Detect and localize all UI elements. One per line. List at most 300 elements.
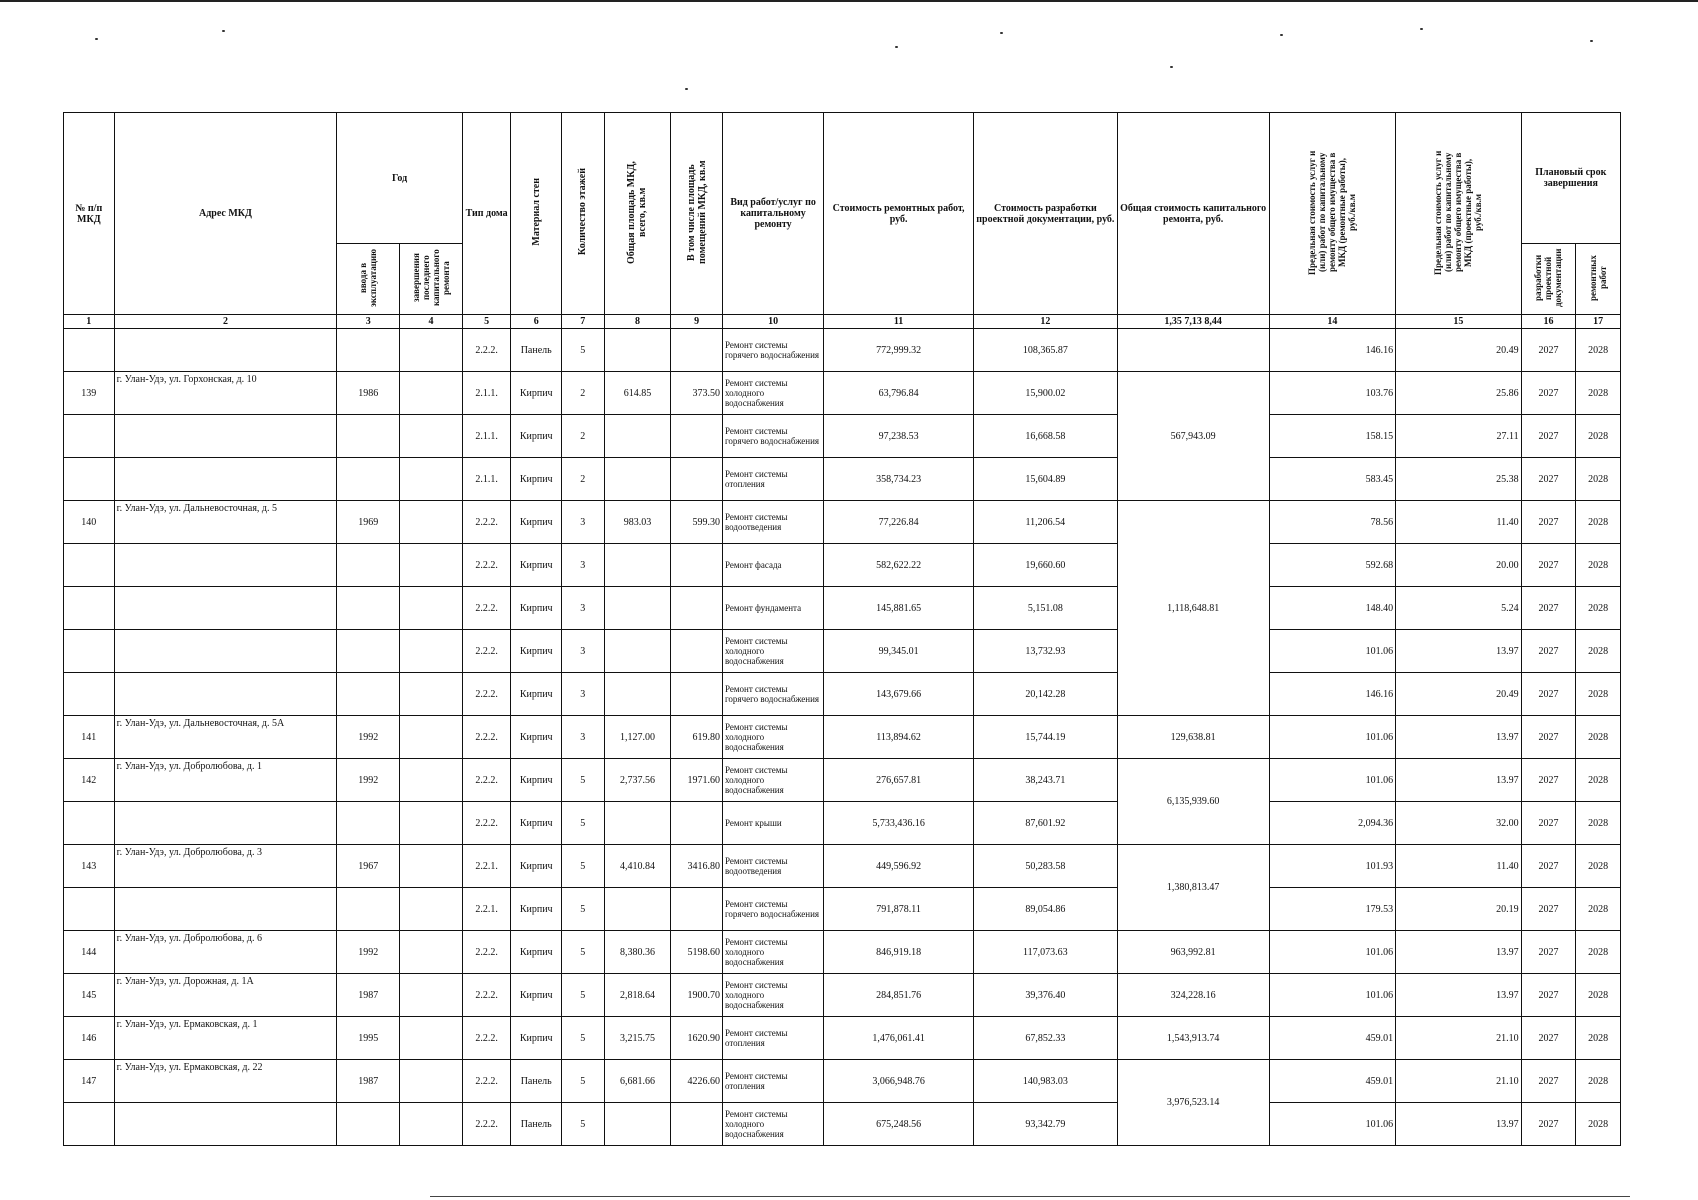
row-year-commission	[337, 802, 400, 845]
row-floors: 5	[562, 888, 605, 931]
row-house-type: 2.2.2.	[462, 759, 511, 802]
row-total-area	[604, 888, 671, 931]
row-house-type: 2.1.1.	[462, 415, 511, 458]
header-premises-area	[671, 113, 723, 315]
row-plan-design: 2027	[1521, 630, 1576, 673]
row-premises-area: 4226.60	[671, 1060, 723, 1103]
row-plan-repair: 2028	[1576, 931, 1621, 974]
row-house-type: 2.2.2.	[462, 544, 511, 587]
row-limit-repair: 146.16	[1269, 329, 1396, 372]
row-year-last-repair	[400, 587, 463, 630]
row-limit-repair: 2,094.36	[1269, 802, 1396, 845]
row-limit-design: 21.10	[1396, 1060, 1522, 1103]
row-floors: 3	[562, 716, 605, 759]
row-plan-design: 2027	[1521, 974, 1576, 1017]
row-premises-area: 5198.60	[671, 931, 723, 974]
row-total-area	[604, 587, 671, 630]
row-work-type: Ремонт системы отопления	[722, 458, 823, 501]
row-year-commission: 1992	[337, 931, 400, 974]
row-floors: 5	[562, 845, 605, 888]
row-year-last-repair	[400, 544, 463, 587]
row-repair-cost: 143,679.66	[824, 673, 974, 716]
row-work-type: Ремонт крыши	[722, 802, 823, 845]
table-row	[64, 329, 1621, 372]
row-plan-design: 2027	[1521, 716, 1576, 759]
header-limit-repair	[1269, 113, 1396, 315]
row-repair-cost: 791,878.11	[824, 888, 974, 931]
table-row	[64, 974, 1621, 1017]
row-year-last-repair	[400, 931, 463, 974]
row-total-cost: 1,380,813.47	[1117, 845, 1269, 931]
row-wall-material: Кирпич	[511, 372, 562, 415]
scan-speck	[1280, 34, 1283, 36]
header-repair-cost: Стоимость ремонтных работ, руб.	[824, 113, 974, 315]
table-row	[64, 673, 1621, 716]
header-plan-design-text: разработки проектной документации	[1533, 248, 1564, 307]
row-premises-area	[671, 802, 723, 845]
row-work-type: Ремонт фасада	[722, 544, 823, 587]
row-year-commission	[337, 415, 400, 458]
row-number: 139	[64, 372, 115, 415]
row-design-cost: 11,206.54	[974, 501, 1118, 544]
row-limit-design: 5.24	[1396, 587, 1522, 630]
header-total-cost: Общая стоимость капитального ремонта, руб.	[1117, 113, 1269, 315]
scan-speck	[895, 46, 898, 48]
row-limit-repair: 101.93	[1269, 845, 1396, 888]
row-plan-design: 2027	[1521, 931, 1576, 974]
row-limit-repair: 101.06	[1269, 759, 1396, 802]
row-wall-material: Кирпич	[511, 673, 562, 716]
row-floors: 5	[562, 802, 605, 845]
row-address	[114, 630, 337, 673]
row-number	[64, 802, 115, 845]
row-repair-cost: 97,238.53	[824, 415, 974, 458]
row-wall-material: Кирпич	[511, 587, 562, 630]
row-number	[64, 415, 115, 458]
row-house-type: 2.2.2.	[462, 630, 511, 673]
row-plan-repair: 2028	[1576, 587, 1621, 630]
row-year-commission	[337, 544, 400, 587]
row-repair-cost: 63,796.84	[824, 372, 974, 415]
row-repair-cost: 145,881.65	[824, 587, 974, 630]
row-year-last-repair	[400, 1017, 463, 1060]
row-number	[64, 587, 115, 630]
row-house-type: 2.2.2.	[462, 716, 511, 759]
row-premises-area	[671, 458, 723, 501]
row-wall-material: Кирпич	[511, 630, 562, 673]
row-year-last-repair	[400, 673, 463, 716]
row-plan-repair: 2028	[1576, 716, 1621, 759]
row-premises-area	[671, 544, 723, 587]
row-plan-repair: 2028	[1576, 888, 1621, 931]
row-repair-cost: 675,248.56	[824, 1103, 974, 1146]
row-premises-area: 619.80	[671, 716, 723, 759]
row-house-type: 2.2.2.	[462, 931, 511, 974]
row-year-commission: 1986	[337, 372, 400, 415]
scan-speck	[1420, 28, 1423, 30]
row-wall-material: Кирпич	[511, 415, 562, 458]
header-year: Год	[337, 113, 463, 244]
column-number: 8	[604, 315, 671, 329]
row-work-type: Ремонт системы холодного водоснабжения	[722, 759, 823, 802]
row-repair-cost: 1,476,061.41	[824, 1017, 974, 1060]
row-work-type: Ремонт системы холодного водоснабжения	[722, 1103, 823, 1146]
row-limit-design: 13.97	[1396, 974, 1522, 1017]
row-address: г. Улан-Удэ, ул. Дальневосточная, д. 5	[114, 501, 337, 544]
row-total-area: 6,681.66	[604, 1060, 671, 1103]
row-address: г. Улан-Удэ, ул. Ермаковская, д. 22	[114, 1060, 337, 1103]
row-floors: 2	[562, 458, 605, 501]
row-year-commission: 1987	[337, 974, 400, 1017]
row-design-cost: 16,668.58	[974, 415, 1118, 458]
row-plan-repair: 2028	[1576, 415, 1621, 458]
row-repair-cost: 3,066,948.76	[824, 1060, 974, 1103]
row-limit-repair: 148.40	[1269, 587, 1396, 630]
row-plan-repair: 2028	[1576, 1060, 1621, 1103]
header-limit-design	[1396, 113, 1522, 315]
row-address: г. Улан-Удэ, ул. Добролюбова, д. 1	[114, 759, 337, 802]
row-limit-design: 20.49	[1396, 673, 1522, 716]
table-row	[64, 802, 1621, 845]
row-number	[64, 544, 115, 587]
row-year-last-repair	[400, 1060, 463, 1103]
row-work-type: Ремонт системы горячего водоснабжения	[722, 888, 823, 931]
row-plan-repair: 2028	[1576, 974, 1621, 1017]
row-total-area: 3,215.75	[604, 1017, 671, 1060]
row-work-type: Ремонт системы холодного водоснабжения	[722, 931, 823, 974]
header-premises-area-text: В том числе площадь помещений МКД, кв.м	[685, 160, 708, 264]
row-plan-repair: 2028	[1576, 673, 1621, 716]
row-premises-area	[671, 1103, 723, 1146]
row-repair-cost: 772,999.32	[824, 329, 974, 372]
header-year-last-repair-text: завершения последнего капитального ремонта	[410, 249, 451, 306]
header-limit-design-text: Предельная стоимость услуг и (или) работ по капитальному ремонту общего имущества в МКД (проектные работы), руб./кв.м	[1433, 149, 1484, 275]
bottom-border-line	[430, 1196, 1630, 1197]
row-number: 146	[64, 1017, 115, 1060]
row-work-type: Ремонт фундамента	[722, 587, 823, 630]
row-total-cost: 963,992.81	[1117, 931, 1269, 974]
row-premises-area	[671, 888, 723, 931]
row-design-cost: 38,243.71	[974, 759, 1118, 802]
row-work-type: Ремонт системы горячего водоснабжения	[722, 329, 823, 372]
row-limit-repair: 459.01	[1269, 1017, 1396, 1060]
row-total-area	[604, 329, 671, 372]
row-limit-design: 13.97	[1396, 759, 1522, 802]
table-row	[64, 845, 1621, 888]
row-total-area	[604, 458, 671, 501]
row-design-cost: 13,732.93	[974, 630, 1118, 673]
row-floors: 5	[562, 329, 605, 372]
row-limit-design: 20.19	[1396, 888, 1522, 931]
header-wall-material-text: Материал стен	[530, 178, 542, 246]
row-floors: 3	[562, 673, 605, 716]
row-work-type: Ремонт системы холодного водоснабжения	[722, 372, 823, 415]
row-limit-design: 13.97	[1396, 716, 1522, 759]
column-number: 15	[1396, 315, 1522, 329]
header-plan-repair-text: ремонтных работ	[1588, 254, 1609, 301]
row-limit-design: 20.49	[1396, 329, 1522, 372]
row-house-type: 2.2.2.	[462, 1017, 511, 1060]
row-total-area: 614.85	[604, 372, 671, 415]
row-repair-cost: 582,622.22	[824, 544, 974, 587]
row-total-cost: 567,943.09	[1117, 372, 1269, 501]
row-design-cost: 93,342.79	[974, 1103, 1118, 1146]
row-plan-design: 2027	[1521, 1103, 1576, 1146]
row-wall-material: Кирпич	[511, 458, 562, 501]
table-row	[64, 544, 1621, 587]
row-limit-design: 27.11	[1396, 415, 1522, 458]
row-house-type: 2.1.1.	[462, 458, 511, 501]
row-number: 144	[64, 931, 115, 974]
row-total-cost: 1,543,913.74	[1117, 1017, 1269, 1060]
row-floors: 3	[562, 587, 605, 630]
table-body	[64, 329, 1621, 1146]
row-work-type: Ремонт системы холодного водоснабжения	[722, 974, 823, 1017]
column-number-row	[64, 315, 1621, 329]
row-wall-material: Кирпич	[511, 974, 562, 1017]
header-plan-design	[1521, 244, 1576, 315]
table-row	[64, 931, 1621, 974]
row-plan-design: 2027	[1521, 759, 1576, 802]
row-premises-area: 3416.80	[671, 845, 723, 888]
column-number: 16	[1521, 315, 1576, 329]
header-total-area	[604, 113, 671, 315]
row-total-area: 4,410.84	[604, 845, 671, 888]
row-premises-area: 373.50	[671, 372, 723, 415]
row-floors: 5	[562, 931, 605, 974]
row-total-area	[604, 673, 671, 716]
row-repair-cost: 77,226.84	[824, 501, 974, 544]
row-wall-material: Кирпич	[511, 501, 562, 544]
row-year-commission: 1969	[337, 501, 400, 544]
header-plan-repair	[1576, 244, 1621, 315]
row-work-type: Ремонт системы отопления	[722, 1060, 823, 1103]
top-border-line	[0, 0, 1698, 2]
row-limit-repair: 101.06	[1269, 1103, 1396, 1146]
row-repair-cost: 113,894.62	[824, 716, 974, 759]
row-repair-cost: 449,596.92	[824, 845, 974, 888]
row-number: 145	[64, 974, 115, 1017]
row-total-area: 8,380.36	[604, 931, 671, 974]
row-limit-repair: 592.68	[1269, 544, 1396, 587]
header-floors	[562, 113, 605, 315]
table-row	[64, 630, 1621, 673]
table-row	[64, 1103, 1621, 1146]
row-address	[114, 888, 337, 931]
row-year-commission: 1987	[337, 1060, 400, 1103]
row-wall-material: Кирпич	[511, 716, 562, 759]
row-plan-design: 2027	[1521, 845, 1576, 888]
row-design-cost: 50,283.58	[974, 845, 1118, 888]
row-address: г. Улан-Удэ, ул. Ермаковская, д. 1	[114, 1017, 337, 1060]
row-year-commission	[337, 458, 400, 501]
capital-repair-table	[63, 112, 1621, 1146]
row-house-type: 2.2.2.	[462, 1103, 511, 1146]
row-repair-cost: 846,919.18	[824, 931, 974, 974]
row-total-cost: 6,135,939.60	[1117, 759, 1269, 845]
row-floors: 5	[562, 1017, 605, 1060]
row-design-cost: 87,601.92	[974, 802, 1118, 845]
row-work-type: Ремонт системы горячего водоснабжения	[722, 415, 823, 458]
row-year-commission: 1992	[337, 759, 400, 802]
scan-speck	[1590, 40, 1593, 42]
header-limit-repair-text: Предельная стоимость услуг и (или) работ по капитальному ремонту общего имущества в МКД (ремонтные работы), руб./кв.м	[1307, 149, 1358, 275]
row-repair-cost: 358,734.23	[824, 458, 974, 501]
row-address: г. Улан-Удэ, ул. Добролюбова, д. 6	[114, 931, 337, 974]
row-plan-design: 2027	[1521, 802, 1576, 845]
header-wall-material	[511, 113, 562, 315]
row-plan-design: 2027	[1521, 372, 1576, 415]
row-number	[64, 630, 115, 673]
table-row	[64, 501, 1621, 544]
table-row	[64, 415, 1621, 458]
column-number: 1	[64, 315, 115, 329]
row-floors: 3	[562, 544, 605, 587]
row-address	[114, 415, 337, 458]
row-work-type: Ремонт системы водоотведения	[722, 501, 823, 544]
table-row	[64, 716, 1621, 759]
row-year-commission: 1967	[337, 845, 400, 888]
column-number: 11	[824, 315, 974, 329]
row-year-commission	[337, 630, 400, 673]
row-floors: 2	[562, 415, 605, 458]
row-design-cost: 67,852.33	[974, 1017, 1118, 1060]
row-limit-repair: 78.56	[1269, 501, 1396, 544]
row-year-last-repair	[400, 630, 463, 673]
row-floors: 5	[562, 1060, 605, 1103]
row-total-area	[604, 544, 671, 587]
row-floors: 2	[562, 372, 605, 415]
row-total-area: 1,127.00	[604, 716, 671, 759]
row-floors: 3	[562, 630, 605, 673]
row-total-cost: 1,118,648.81	[1117, 501, 1269, 716]
row-plan-repair: 2028	[1576, 544, 1621, 587]
row-plan-design: 2027	[1521, 329, 1576, 372]
column-number: 5	[462, 315, 511, 329]
row-wall-material: Панель	[511, 1060, 562, 1103]
row-limit-repair: 103.76	[1269, 372, 1396, 415]
row-work-type: Ремонт системы холодного водоснабжения	[722, 630, 823, 673]
header-year-last-repair	[400, 244, 463, 315]
row-premises-area: 1900.70	[671, 974, 723, 1017]
row-plan-repair: 2028	[1576, 845, 1621, 888]
row-address	[114, 587, 337, 630]
row-year-last-repair	[400, 329, 463, 372]
row-year-commission	[337, 587, 400, 630]
column-number: 7	[562, 315, 605, 329]
table-row	[64, 1017, 1621, 1060]
row-premises-area: 599.30	[671, 501, 723, 544]
row-wall-material: Панель	[511, 1103, 562, 1146]
row-total-area	[604, 630, 671, 673]
row-wall-material: Кирпич	[511, 544, 562, 587]
row-plan-repair: 2028	[1576, 329, 1621, 372]
column-number: 4	[400, 315, 463, 329]
row-design-cost: 15,744.19	[974, 716, 1118, 759]
row-floors: 3	[562, 501, 605, 544]
row-limit-design: 13.97	[1396, 931, 1522, 974]
row-premises-area	[671, 587, 723, 630]
row-total-cost: 129,638.81	[1117, 716, 1269, 759]
row-plan-repair: 2028	[1576, 1017, 1621, 1060]
row-premises-area	[671, 329, 723, 372]
row-year-commission	[337, 329, 400, 372]
row-repair-cost: 99,345.01	[824, 630, 974, 673]
row-work-type: Ремонт системы отопления	[722, 1017, 823, 1060]
header-design-cost: Стоимость разработки проектной документации, руб.	[974, 113, 1118, 315]
row-limit-design: 13.97	[1396, 1103, 1522, 1146]
row-address: г. Улан-Удэ, ул. Добролюбова, д. 3	[114, 845, 337, 888]
column-number: 14	[1269, 315, 1396, 329]
row-work-type: Ремонт системы горячего водоснабжения	[722, 673, 823, 716]
row-house-type: 2.2.2.	[462, 329, 511, 372]
row-design-cost: 89,054.86	[974, 888, 1118, 931]
row-number	[64, 329, 115, 372]
row-limit-design: 25.86	[1396, 372, 1522, 415]
row-floors: 5	[562, 1103, 605, 1146]
row-wall-material: Кирпич	[511, 759, 562, 802]
row-plan-repair: 2028	[1576, 1103, 1621, 1146]
scan-speck	[222, 30, 225, 32]
row-total-cost: 324,228.16	[1117, 974, 1269, 1017]
row-design-cost: 39,376.40	[974, 974, 1118, 1017]
row-premises-area	[671, 673, 723, 716]
row-limit-repair: 158.15	[1269, 415, 1396, 458]
row-limit-repair: 101.06	[1269, 630, 1396, 673]
row-house-type: 2.2.2.	[462, 1060, 511, 1103]
row-plan-repair: 2028	[1576, 372, 1621, 415]
row-year-last-repair	[400, 974, 463, 1017]
row-wall-material: Кирпич	[511, 1017, 562, 1060]
table-row	[64, 1060, 1621, 1103]
row-plan-repair: 2028	[1576, 501, 1621, 544]
row-house-type: 2.2.2.	[462, 802, 511, 845]
column-number: 9	[671, 315, 723, 329]
table-row	[64, 759, 1621, 802]
row-wall-material: Кирпич	[511, 802, 562, 845]
row-year-last-repair	[400, 802, 463, 845]
row-year-last-repair	[400, 372, 463, 415]
row-year-last-repair	[400, 501, 463, 544]
row-design-cost: 140,983.03	[974, 1060, 1118, 1103]
row-year-last-repair	[400, 415, 463, 458]
row-plan-repair: 2028	[1576, 759, 1621, 802]
row-house-type: 2.2.2.	[462, 587, 511, 630]
row-number	[64, 1103, 115, 1146]
header-work-type: Вид работ/услуг по капитальному ремонту	[722, 113, 823, 315]
row-address	[114, 802, 337, 845]
row-plan-design: 2027	[1521, 415, 1576, 458]
row-address	[114, 329, 337, 372]
row-wall-material: Кирпич	[511, 845, 562, 888]
row-plan-design: 2027	[1521, 1060, 1576, 1103]
row-year-commission: 1992	[337, 716, 400, 759]
row-limit-design: 25.38	[1396, 458, 1522, 501]
row-house-type: 2.2.2.	[462, 974, 511, 1017]
row-plan-repair: 2028	[1576, 630, 1621, 673]
row-repair-cost: 5,733,436.16	[824, 802, 974, 845]
column-number: 12	[974, 315, 1118, 329]
row-plan-design: 2027	[1521, 673, 1576, 716]
scan-speck	[1000, 32, 1003, 34]
table-row	[64, 458, 1621, 501]
row-design-cost: 20,142.28	[974, 673, 1118, 716]
row-total-area	[604, 415, 671, 458]
row-plan-repair: 2028	[1576, 802, 1621, 845]
column-number: 3	[337, 315, 400, 329]
row-number	[64, 673, 115, 716]
column-number: 17	[1576, 315, 1621, 329]
